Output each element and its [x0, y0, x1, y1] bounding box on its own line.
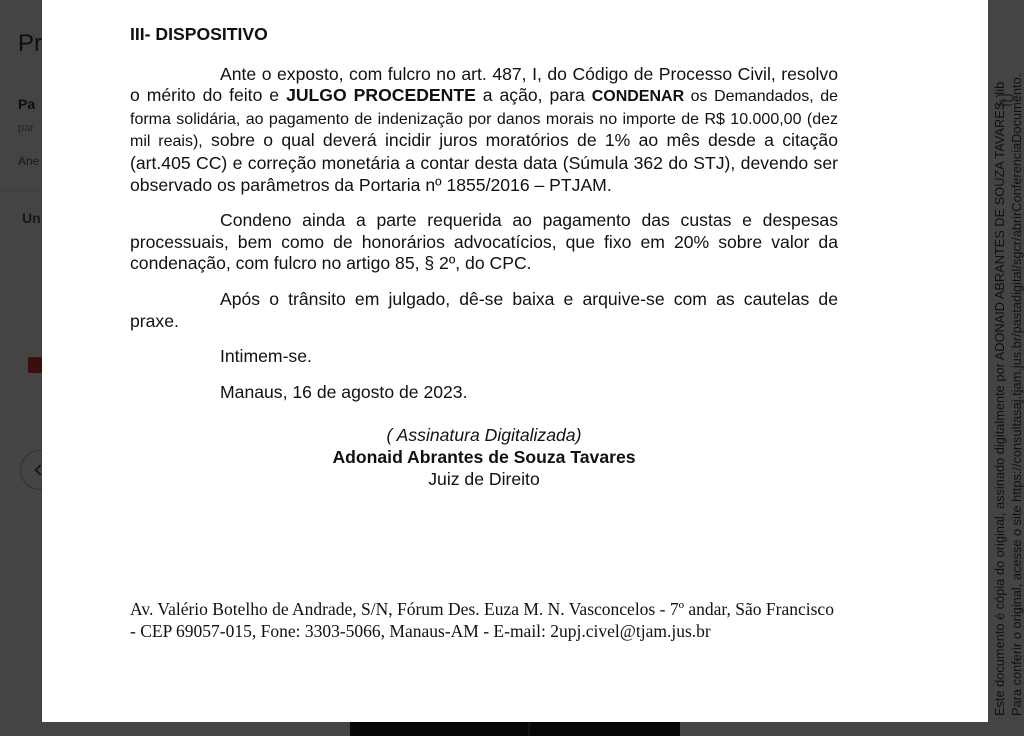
signer-role: Juiz de Direito	[428, 468, 540, 489]
signature-label: ( Assinatura Digitalizada)	[386, 425, 582, 446]
footer-address: Av. Valério Botelho de Andrade, S/N, Fórum Des. Euza M. N. Vasconcelos - 7º andar, São Francisco - CEP 69057-015, Fone: 3303-5066, Manaus-AM - E-mail: 2upj.civel@tjam.jus.br	[130, 599, 834, 641]
paragraph-archive	[130, 289, 838, 332]
ruling-bold-1: JULGO PROCEDENTE	[286, 85, 476, 106]
date-line: Manaus, 16 de agosto de 2023.	[220, 381, 468, 402]
paragraph-ruling	[130, 64, 838, 197]
document-viewer-page	[42, 0, 1024, 722]
paragraph-costs	[130, 210, 838, 275]
ruling-text-4: sobre o qual deverá incidir juros moratórios de 1% ao mês desde a citação (art.405 CC) e correção monetária a contar desta data (Súmula 362 do STJ), devendo ser observado os parâmetros da Portaria nº 1855/2016 – PTJAM.	[130, 130, 838, 195]
signature-notice-line-2[interactable]: Para conferir o original, acesse o site https://consultasaj.tjam.jus.br/pastadigital/sgcr/abrirConferenciaDocumento.	[1009, 73, 1024, 716]
signature-block	[130, 425, 838, 490]
intimem-line: Intimem-se.	[220, 346, 312, 367]
digital-signature-notice	[988, 0, 1024, 722]
ruling-text-2: a ação, para	[475, 85, 592, 106]
costs-text: Condeno ainda a parte requerida ao pagamento das custas e despesas processuais, bem como de honorários advocatícios, que fixo em 20% sobre valor da condenação, com fulcro no artigo 85, § 2º, do CPC.	[130, 210, 838, 274]
signature-notice-line-1: Este documento é cópia do original, assinado digitalmente por ADONAID ABRANTES DE SOUZA TAVARES, lib	[992, 81, 1007, 716]
ruling-text-1: Ante o exposto, com fulcro no art. 487, I, do Código de Processo Civil, resolvo o mérito do feito e	[130, 63, 838, 106]
document-body	[130, 24, 838, 490]
ruling-bold-2: CONDENAR	[591, 88, 685, 106]
section-heading: III- DISPOSITIVO	[130, 24, 268, 44]
ruling-text-3: os Demandados, de forma solidária, ao pagamento de indenização por danos morais no importe de R$ 10.000,00 (dez mil reais),	[130, 88, 838, 151]
signer-name: Adonaid Abrantes de Souza Tavares	[332, 446, 636, 467]
archive-text: Após o trânsito em julgado, dê-se baixa e arquive-se com as cautelas de praxe.	[130, 288, 838, 331]
